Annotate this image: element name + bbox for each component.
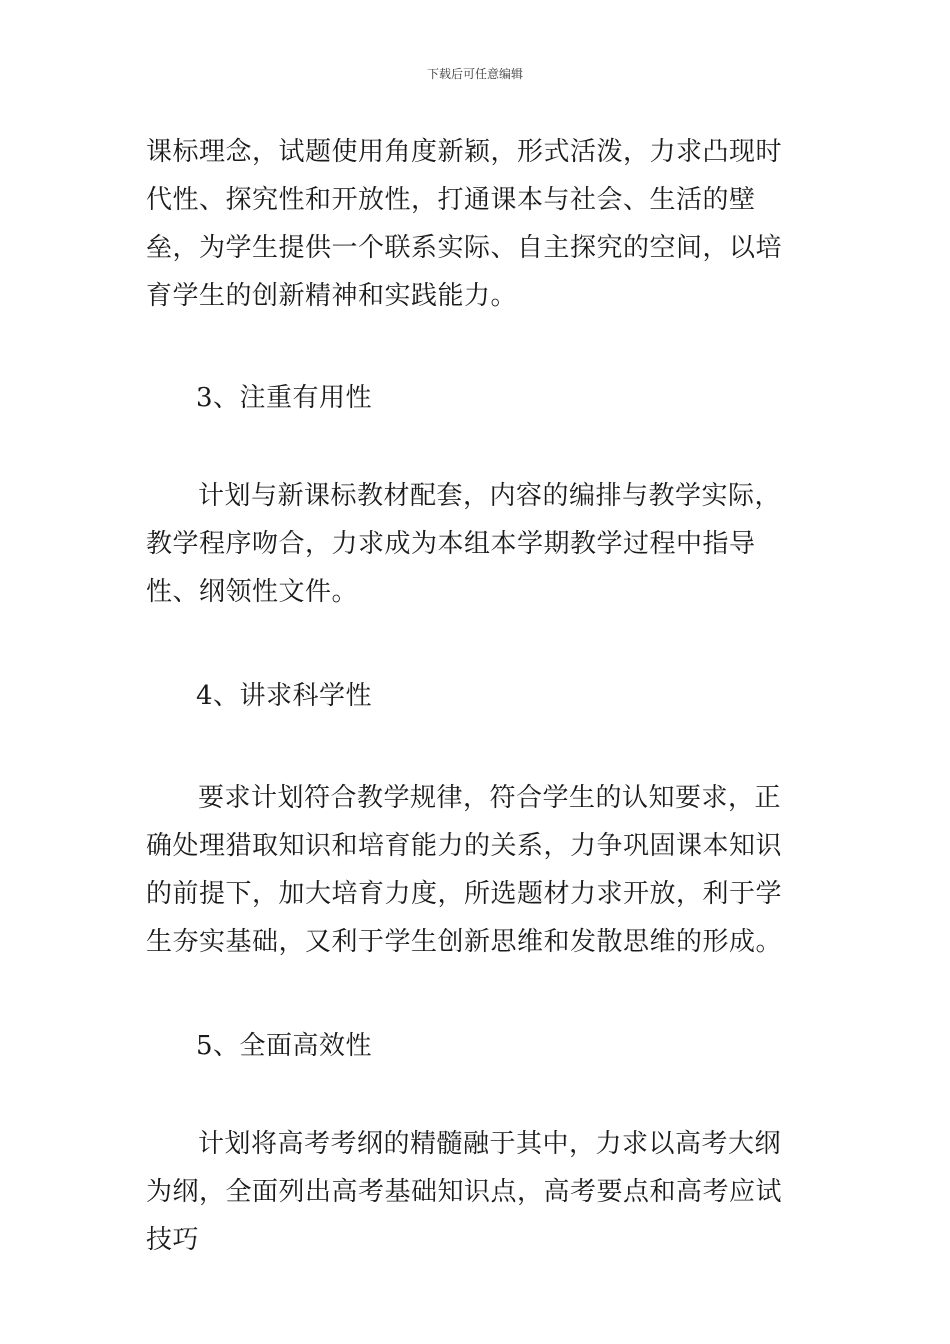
paragraph-2: 计划与新课标教材配套，内容的编排与教学实际，教学程序吻合，力求成为本组本学期教学过程中指导性、纲领性文件。 (146, 481, 782, 607)
paragraph-1: 课标理念，试题使用角度新颖，形式活泼，力求凸现时代性、探究性和开放性，打通课本与社会、生活的壁垒，为学生提供一个联系实际、自主探究的空间，以培育学生的创新精神和实践能力。 (146, 137, 783, 311)
section-heading-4: 4、讲求科学性 (196, 681, 373, 711)
paragraph-4: 计划将高考考纲的精髓融于其中，力求以高考大纲为纲，全面列出高考基础知识点，高考要点和高考应试技巧 (146, 1129, 783, 1255)
section-heading-3: 3、注重有用性 (196, 383, 373, 413)
page-header-note: 下载后可任意编辑 (426, 67, 523, 81)
section-heading-5: 5、全面高效性 (196, 1031, 373, 1061)
paragraph-3: 要求计划符合教学规律，符合学生的认知要求，正确处理猎取知识和培育能力的关系，力争巩固课本知识的前提下，加大培育力度，所选题材力求开放，利于学生夯实基础，又利于学生创新思维和发散思维的形成。 (146, 783, 783, 957)
